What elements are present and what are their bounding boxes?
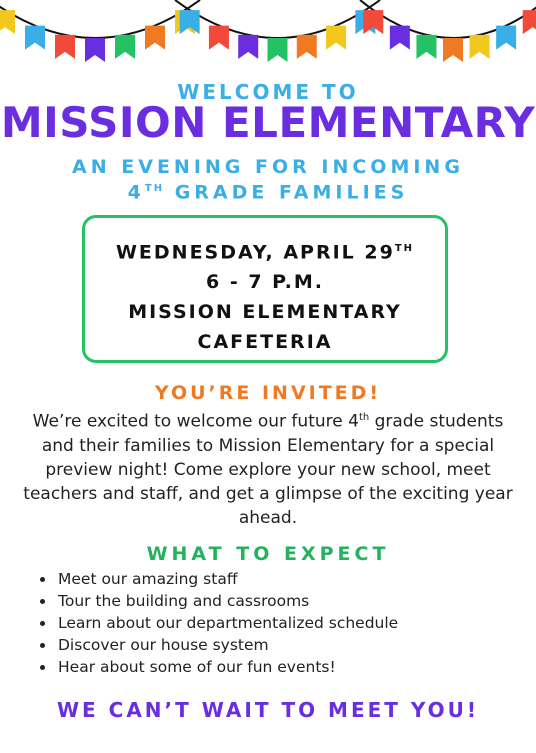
event-time: 6 - 7 P.M. [206, 271, 324, 294]
pennant-flag [238, 35, 258, 59]
event-location-1: MISSION ELEMENTARY [128, 301, 402, 324]
pennant-flag [85, 38, 105, 62]
day-suffix: TH [394, 243, 415, 254]
event-details-box [82, 215, 448, 363]
grade-families: GRADE FAMILIES [164, 181, 409, 204]
pennant-flag [0, 10, 15, 34]
evening-line-2 [0, 178, 536, 203]
welcome-label: WELCOME TO [177, 80, 359, 104]
evening-subtitle [0, 156, 536, 203]
pennant-flag [326, 26, 346, 50]
pennant-flag [268, 38, 288, 62]
evening-line-1: AN EVENING FOR INCOMING [72, 156, 464, 178]
list-item: • Tour the building and cassrooms [56, 590, 398, 612]
event-location-2: CAFETERIA [197, 331, 333, 354]
school-title: MISSION ELEMENTARY [0, 98, 536, 147]
expect-list [38, 568, 398, 678]
grade-suffix: TH [144, 183, 165, 194]
grade-number: 4 [127, 181, 145, 204]
expect-heading: WHAT TO EXPECT [146, 543, 390, 565]
pennant-flag [115, 35, 135, 59]
pennant-flag [55, 35, 75, 59]
pennant-flag [297, 35, 317, 59]
pennant-flag [416, 35, 436, 59]
pennant-banner [0, 0, 536, 75]
event-day: WEDNESDAY, APRIL 29TH [115, 241, 415, 264]
closing-message: WE CAN’T WAIT TO MEET YOU! [56, 698, 480, 722]
pennant-flag [180, 10, 200, 34]
list-item: • Discover our house system [56, 634, 398, 656]
invite-paragraph: We’re excited to welcome our future 4th grade students and their families to Mission Elementary for a special preview night! Come explore your new school, meet teachers and staff, and get a glimpse of the exciting year ahead. [23, 411, 513, 528]
pennant-flag [523, 10, 536, 34]
pennant-flag [209, 26, 229, 50]
pennant-flag [470, 35, 490, 59]
pennant-flag [25, 26, 45, 50]
pennant-flag [496, 26, 516, 50]
pennant-flag [443, 38, 463, 62]
banner-string [175, 0, 380, 38]
pennant-flag [390, 26, 410, 50]
list-item: • Meet our amazing staff [56, 568, 398, 590]
list-item: • Learn about our departmentalized schedule [56, 612, 398, 634]
list-item: • Hear about some of our fun events! [56, 656, 398, 678]
invited-heading: YOU’RE INVITED! [154, 382, 382, 404]
pennant-flag [145, 26, 165, 50]
